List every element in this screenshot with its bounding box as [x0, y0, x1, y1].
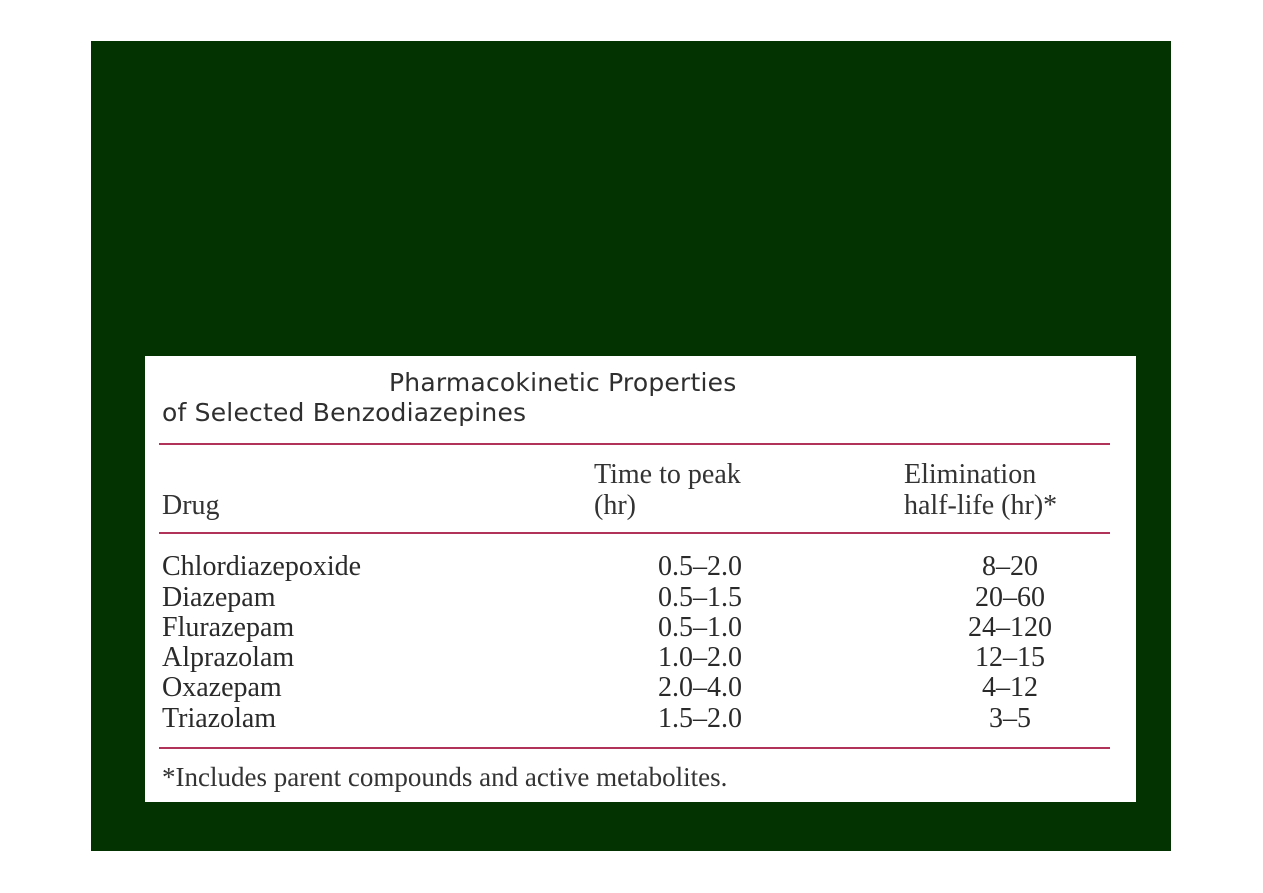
cell-half-life: 12–15 [975, 642, 1045, 673]
cell-half-life: 8–20 [982, 551, 1038, 582]
table-footnote: *Includes parent compounds and active metabolites. [162, 762, 728, 792]
table-title-line-1: Pharmacokinetic Properties [389, 368, 737, 397]
cell-drug: Oxazepam [162, 672, 282, 703]
cell-half-life: 3–5 [989, 703, 1031, 734]
header-time-to-peak: Time to peak [594, 459, 741, 490]
benzodiazepine-table [145, 356, 1136, 802]
cell-drug: Triazolam [162, 703, 277, 734]
header-half-life: half-life (hr)* [904, 490, 1058, 521]
header-time-to-peak-unit: (hr) [594, 490, 636, 521]
cell-half-life: 4–12 [982, 672, 1038, 703]
cell-drug: Diazepam [162, 582, 276, 613]
cell-half-life: 20–60 [975, 582, 1045, 613]
top-rule [159, 443, 1110, 445]
table-title-line-2: of Selected Benzodiazepines [162, 398, 527, 427]
header-drug: Drug [162, 490, 220, 521]
header-rule [159, 532, 1110, 534]
bottom-rule [159, 747, 1110, 749]
cell-time-to-peak: 1.0–2.0 [658, 642, 742, 673]
cell-drug: Flurazepam [162, 612, 295, 643]
cell-half-life: 24–120 [968, 612, 1052, 643]
cell-time-to-peak: 1.5–2.0 [658, 703, 742, 734]
cell-time-to-peak: 0.5–2.0 [658, 551, 742, 582]
header-elimination: Elimination [904, 459, 1037, 490]
cell-time-to-peak: 2.0–4.0 [658, 672, 742, 703]
cell-drug: Chlordiazepoxide [162, 551, 362, 582]
cell-time-to-peak: 0.5–1.0 [658, 612, 742, 643]
cell-time-to-peak: 0.5–1.5 [658, 582, 742, 613]
cell-drug: Alprazolam [162, 642, 295, 673]
